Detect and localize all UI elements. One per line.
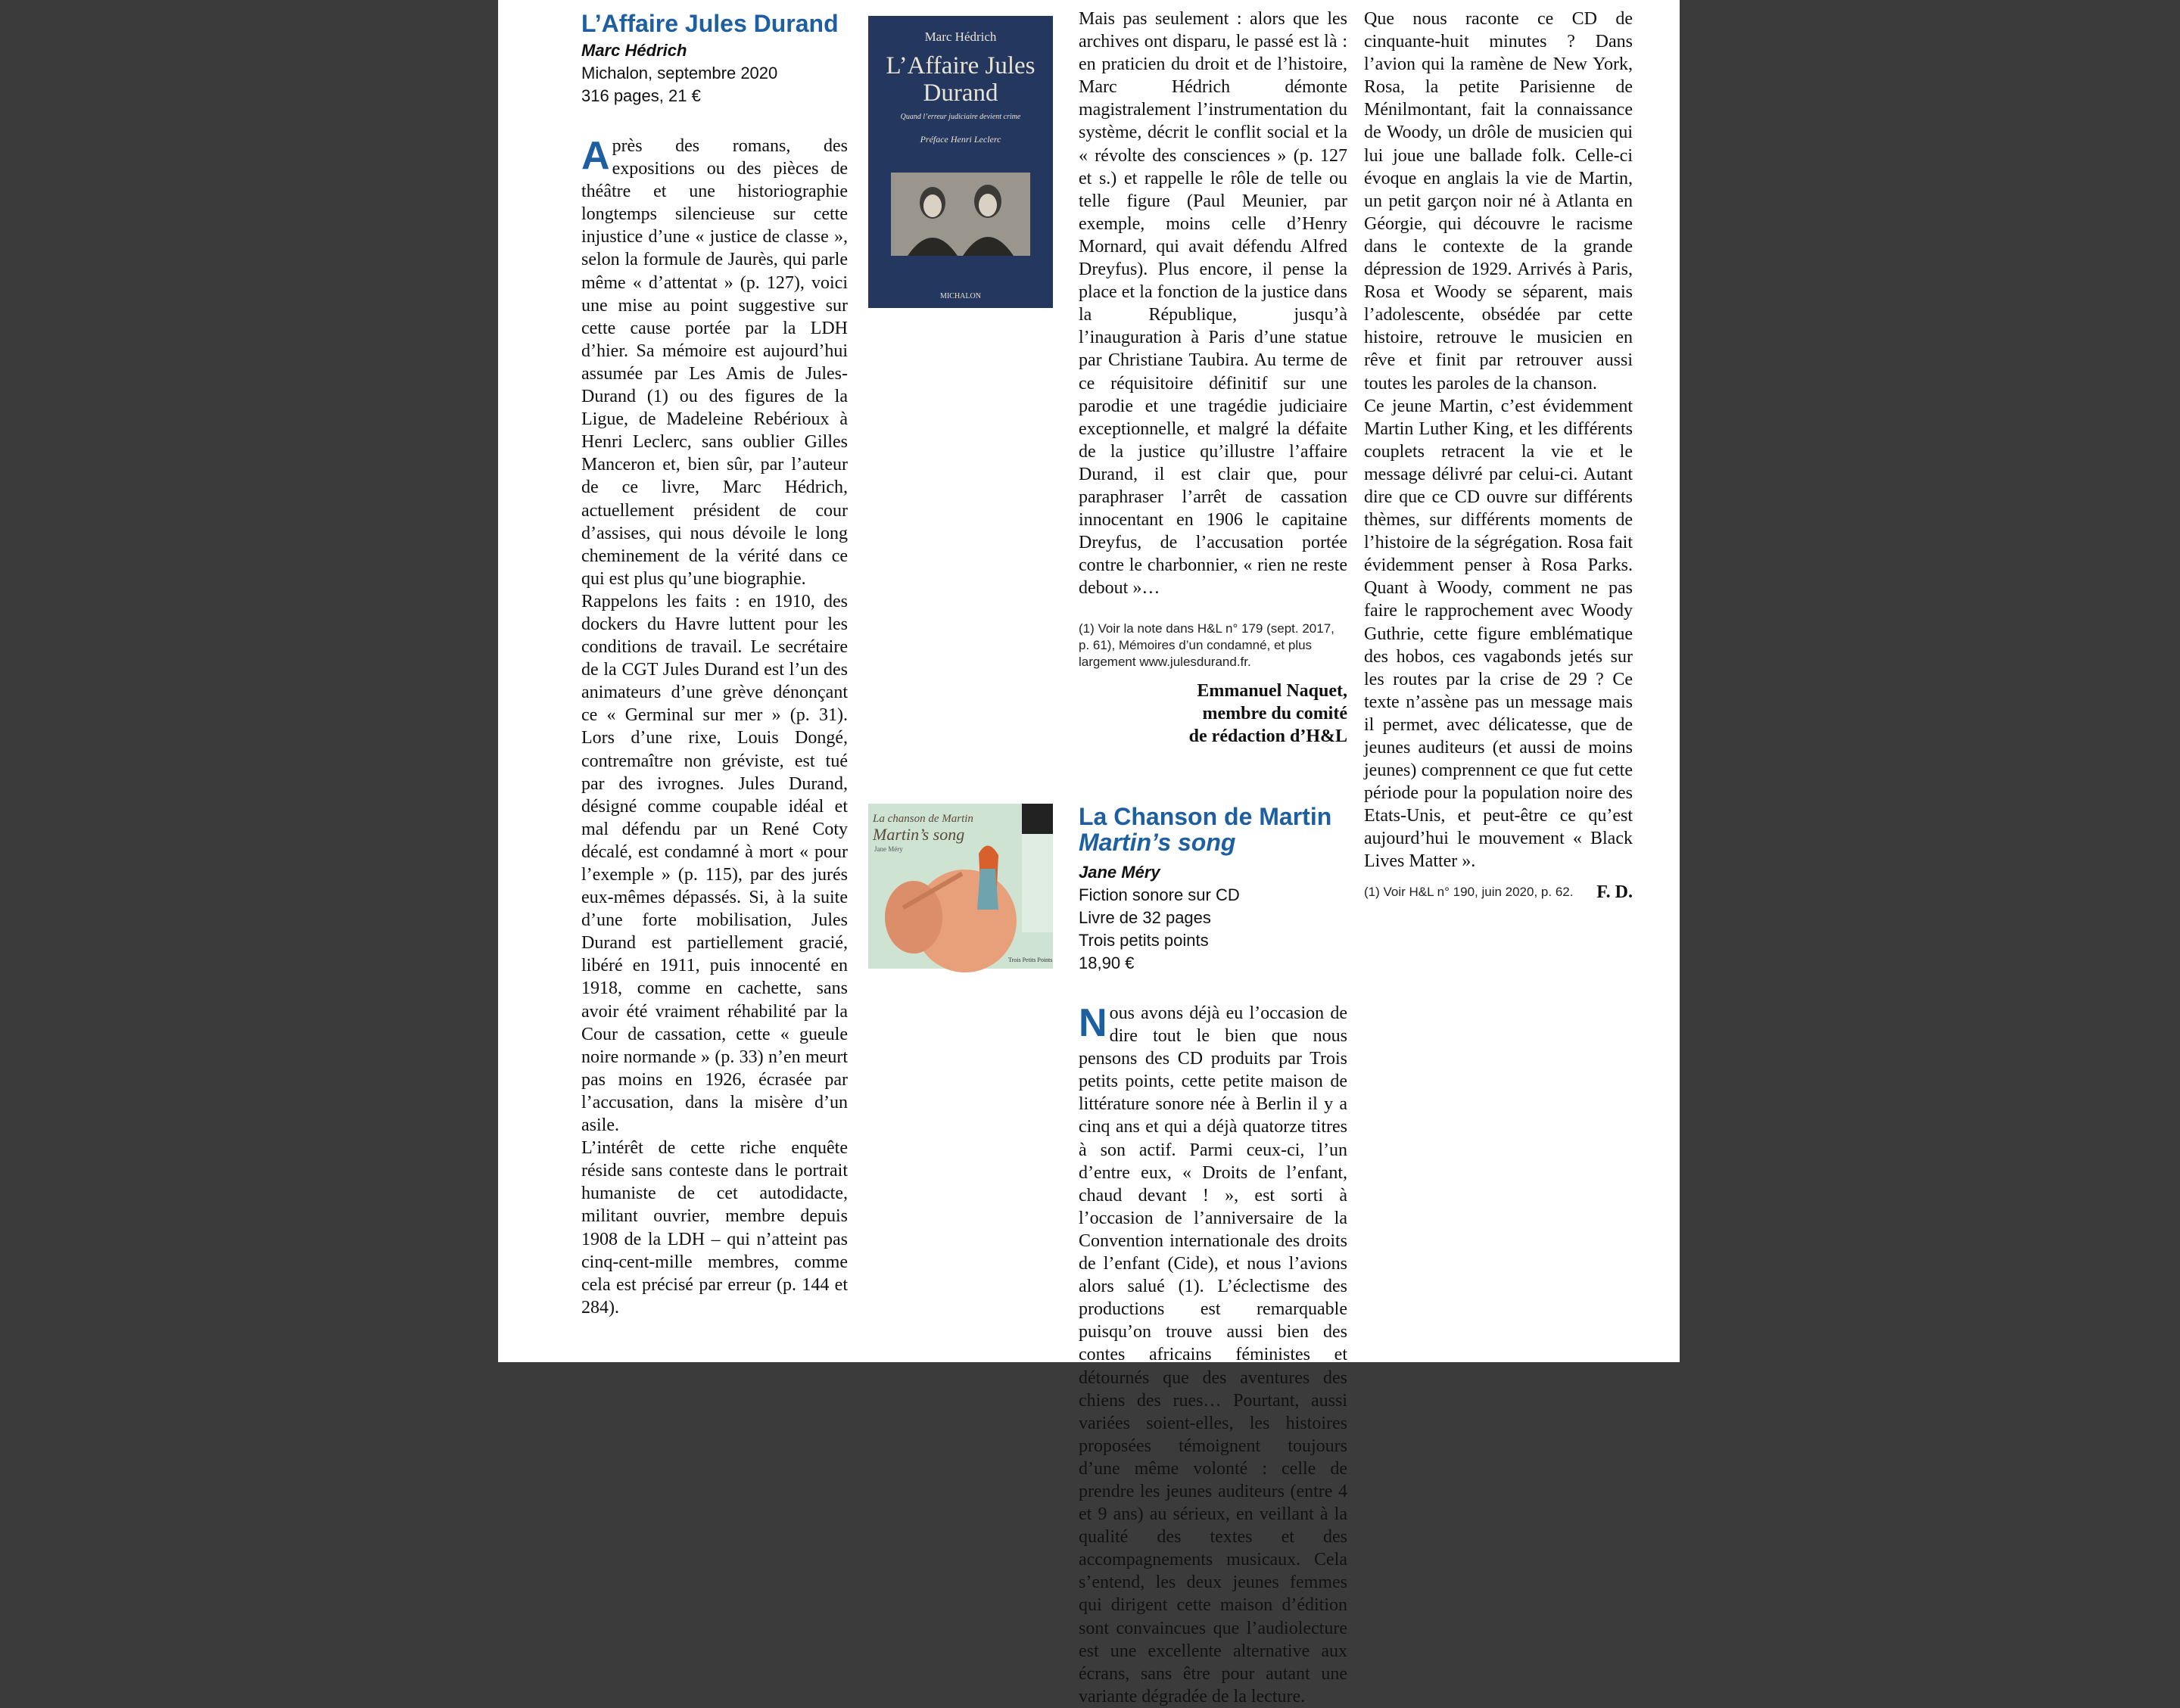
review1-column bbox=[581, 0, 848, 1319]
review2-publisher: Trois petits points bbox=[1079, 931, 1209, 950]
review1-publisher: Michalon, septembre 2020 bbox=[581, 64, 778, 82]
cover-subtitle: Martin’s song bbox=[873, 825, 965, 844]
review2-author: Jane Méry bbox=[1079, 863, 1160, 882]
cover-preface: Préface Henri Leclerc bbox=[920, 134, 1001, 145]
book-cover-affaire-jules-durand bbox=[868, 16, 1053, 308]
review2-footer bbox=[1364, 884, 1633, 902]
review1-paragraph-1: Après des romans, des expositions ou des pièces de théâtre et une historiographie longtemps silencieuse sur cette injustice d’une « justice de classe », selon la formule de Jaurès, qui parle même « d’attentat » (p. 127), voici une mise au point suggestive sur cette cause portée par la LDH d’hier. Sa mémoire est aujourd’hui assumée par Les Amis de Jules-Durand (1) ou des figures de la Ligue, de Madeleine Rebérioux à Henri Leclerc, sans oublier Gilles Manceron et, bien sûr, par l’auteur de ce livre, Marc Hédrich, actuellement président de cour d’assises, qui nous dévoile le long cheminement de la vérité dans ce qui est plus qu’une biographie. bbox=[581, 134, 848, 589]
review2-signature: F. D. bbox=[1596, 882, 1633, 902]
cover-photo bbox=[891, 173, 1030, 256]
magazine-page bbox=[498, 0, 1680, 1706]
review1-paragraph-3: L’intérêt de cette riche enquête réside sans conteste dans le portrait humaniste de cet autodidacte, militant ouvrier, membre depuis 1908 de la LDH – qui n’atteint pas cinq-cent-mille membres, comme cela est précisé par erreur (p. 144 et 284). bbox=[581, 1138, 848, 1318]
review2-subtitle: Martin’s song bbox=[1079, 829, 1236, 856]
book-cover-martins-song bbox=[868, 804, 1053, 969]
review2-format: Fiction sonore sur CD bbox=[1079, 885, 1240, 904]
cover-cd-badge bbox=[1022, 804, 1053, 834]
review1-continuation-column bbox=[1079, 0, 1347, 748]
review1-paragraph-2: Rappelons les faits : en 1910, des dockers du Havre luttent pour les conditions de travail. Le secrétaire de la CGT Jules Durand est l’un des animateurs d’une grève dénonçant ce « Germinal sur mer » (p. 31). Lors d’une rixe, Louis Dongé, contremaître non gréviste, est tué par des ivrognes. Jules Durand, désigné comme coupable idéal et mal défendu par un René Coty décalé, est condamné à mort « pour l’exemple » (p. 115), par des jurés eux-mêmes dépassés. Si, à la suite d’une forte mobilisation, Jules Durand est partiellement gracié, libéré en 1911, puis innocenté en 1918, comme en cachette, sans avoir été vraiment réhabilité par la Cour de cassation, cette « gueule noire normande » (p. 33) n’en meurt pas moins en 1926, écrasée par l’accusation, dans la misère d’un asile. bbox=[581, 591, 848, 1136]
review2-paragraph-3: Ce jeune Martin, c’est évidemment Martin Luther King, et les différents couplets retracent la vie et le message délivré par celui-ci. Autant dire que ce CD ouvre sur différents thèmes, sur différents moments de l’histoire de la ségrégation. Rosa fait évidemment penser à Rosa Parks. Quant à Woody, comment ne pas faire le rapprochement avec Woody Guthrie, cette figure emblématique des hobos, ces vagabonds jetés sur les routes par la crise de 29 ? Ce texte n’assène pas un message mais il permet, avec délicatesse, que de jeunes auditeurs (et aussi de moins jeunes) comprennent ce que fut cette période pour la population noire des Etats-Unis, et peut-être ce qu’est aujourd’hui le mouvement « Black Lives Matter ». bbox=[1364, 396, 1633, 872]
review1-pages-price: 316 pages, 21 € bbox=[581, 86, 701, 105]
cover-title: L’Affaire Jules Durand bbox=[886, 52, 1036, 107]
review2-continuation-column bbox=[1364, 0, 1633, 902]
cover-subtitle: Quand l’erreur judiciaire devient crime bbox=[900, 113, 1021, 121]
review1-body bbox=[581, 135, 848, 1319]
review2-paragraph-2: Que nous raconte ce CD de cinquante-huit minutes ? Dans l’avion qui la ramène de New York, Rosa, la petite Parisienne de Ménilmontant, fait la connaissance de Woody, un drôle de musicien qui lui joue une ballade folk. Celle-ci évoque en anglais la vie de Martin, un petit garçon noir né à Atlanta en Géorgie, qui découvre le racisme dans le contexte de la grande dépression de 1929. Arrivés à Paris, Rosa et Woody se séparent, mais l’adolescente, obsédée par cette histoire, retrouve le musicien en rêve et finit par retrouver aussi toutes les paroles de la chanson. bbox=[1364, 9, 1633, 394]
review2-title: La Chanson de Martin bbox=[1079, 803, 1332, 830]
cover-author: Marc Hédrich bbox=[924, 30, 997, 44]
review2-price: 18,90 € bbox=[1079, 954, 1135, 972]
cover-publisher: MICHALON bbox=[940, 292, 981, 300]
cover-title: La chanson de Martin bbox=[873, 813, 973, 825]
cover-publisher: Trois Petits Points bbox=[1008, 957, 1053, 963]
review1-title: L’Affaire Jules Durand bbox=[581, 10, 839, 37]
review2-pages: Livre de 32 pages bbox=[1079, 908, 1211, 927]
dropcap: A bbox=[581, 134, 610, 178]
review2-body-start: Nous avons déjà eu l’occasion de dire tout le bien que nous pensons des CD produits par Trois petits points, cette petite maison de littérature sonore née à Berlin il y a cinq ans et qui a déjà quatorze titres à son actif. Parmi ceux-ci, l’un d’entre eux, « Droits de l’enfant, chaud devant ! », est sorti à l’occasion de l’anniversaire de la Convention internationale des droits de l’enfant (Cide), et nous l’avions alors salué (1). L’éclectisme des productions est remarquable puisqu’on trouve aussi bien des contes africains féministes et détournés que des aventures des chiens des rues… Pourtant, aussi variées soient-elles, les histoires proposées témoignent toujours d’une même volonté : celle de prendre les jeunes auditeurs (entre 4 et 9 ans) au sérieux, en veillant à la qualité des textes et des accompagnements musicaux. Cela s’entend, les deux jeunes femmes qui dirigent cette maison d’édition sont convaincues que l’audiolecture est une excellente alternative aux écrans, sans être pour autant une variante dégradée de la lecture. bbox=[1079, 1001, 1347, 1706]
review2-footnote: (1) Voir H&L n° 190, juin 2020, p. 62. bbox=[1364, 884, 1574, 899]
dropcap: N bbox=[1079, 1001, 1107, 1045]
review1-paragraph-4: Mais pas seulement : alors que les archives ont disparu, le passé est là : en praticien du droit et de l’histoire, Marc Hédrich démonte magistralement l’instrumentation du système, décrit le conflit social et la « révolte des consciences » (p. 127 et s.) et rappelle le rôle de telle ou telle figure (Paul Meunier, par exemple, moins celle d’Henry Mornard, qui avait défendu Alfred Dreyfus). Plus encore, il pense la place et la fonction de la justice dans la République, jusqu’à l’inauguration à Paris d’une statue par Christiane Taubira. Au terme de ce réquisitoire définitif sur une parodie et une tragédie judiciaire exceptionnelle, et malgré la défaite de la justice qu’illustre l’affaire Durand, il est clair que, pour paraphraser l’arrêt de cassation innocentant en 1906 le capitaine Dreyfus, de l’accusation portée contre le charbonnier, « rien ne reste debout »… bbox=[1079, 9, 1347, 599]
review2-column bbox=[1079, 803, 1347, 1706]
review1-footnote: (1) Voir la note dans H&L n° 179 (sept. 2017, p. 61), Mémoires d’un condamné, et plus largement www.julesdurand.fr. bbox=[1079, 621, 1334, 670]
review1-author: Marc Hédrich bbox=[581, 41, 687, 60]
review1-signature: Emmanuel Naquet, membre du comité de rédaction d’H&L bbox=[1188, 681, 1347, 747]
review2-body bbox=[1364, 8, 1633, 873]
cover-author: Jane Méry bbox=[874, 845, 903, 853]
